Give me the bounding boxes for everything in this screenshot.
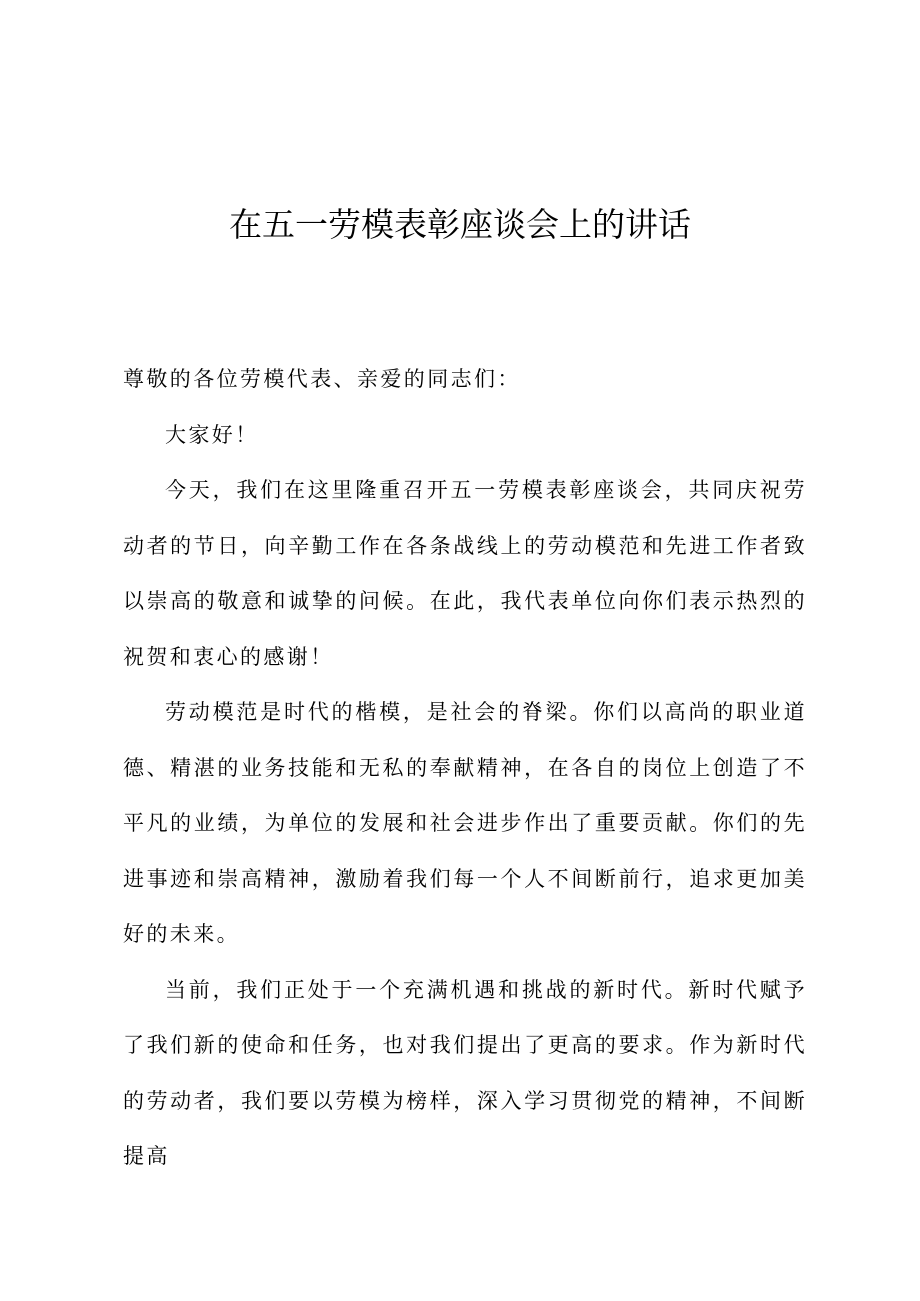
salutation: 尊敬的各位劳模代表、亲爱的同志们： <box>123 367 521 391</box>
paragraph-opening: 今天，我们在这里隆重召开五一劳模表彰座谈会，共同庆祝劳动者的节日，向辛勤工作在各条战线上的劳动模范和先进工作者致以崇高的敬意和诚挚的问候。在此，我代表单位向你们表示热烈的祝贺和衷心的感谢！ <box>123 478 807 669</box>
paragraph-greeting: 大家好！ <box>165 422 259 447</box>
paragraph-new-era: 当前，我们正处于一个充满机遇和挑战的新时代。新时代赋予了我们新的使命和任务，也对我们提出了更高的要求。作为新时代的劳动者，我们要以劳模为榜样，深入学习贯彻党的精神，不间断提高 <box>123 977 807 1168</box>
document-body <box>123 352 807 1185</box>
paragraph-model-workers: 劳动模范是时代的楷模，是社会的脊梁。你们以高尚的职业道德、精湛的业务技能和无私的奉献精神，在各自的岗位上创造了不平凡的业绩，为单位的发展和社会进步作出了重要贡献。你们的先进事迹和崇高精神，激励着我们每一个人不间断前行，追求更加美好的未来。 <box>123 700 807 946</box>
document-title: 在五一劳模表彰座谈会上的讲话 <box>229 205 691 244</box>
